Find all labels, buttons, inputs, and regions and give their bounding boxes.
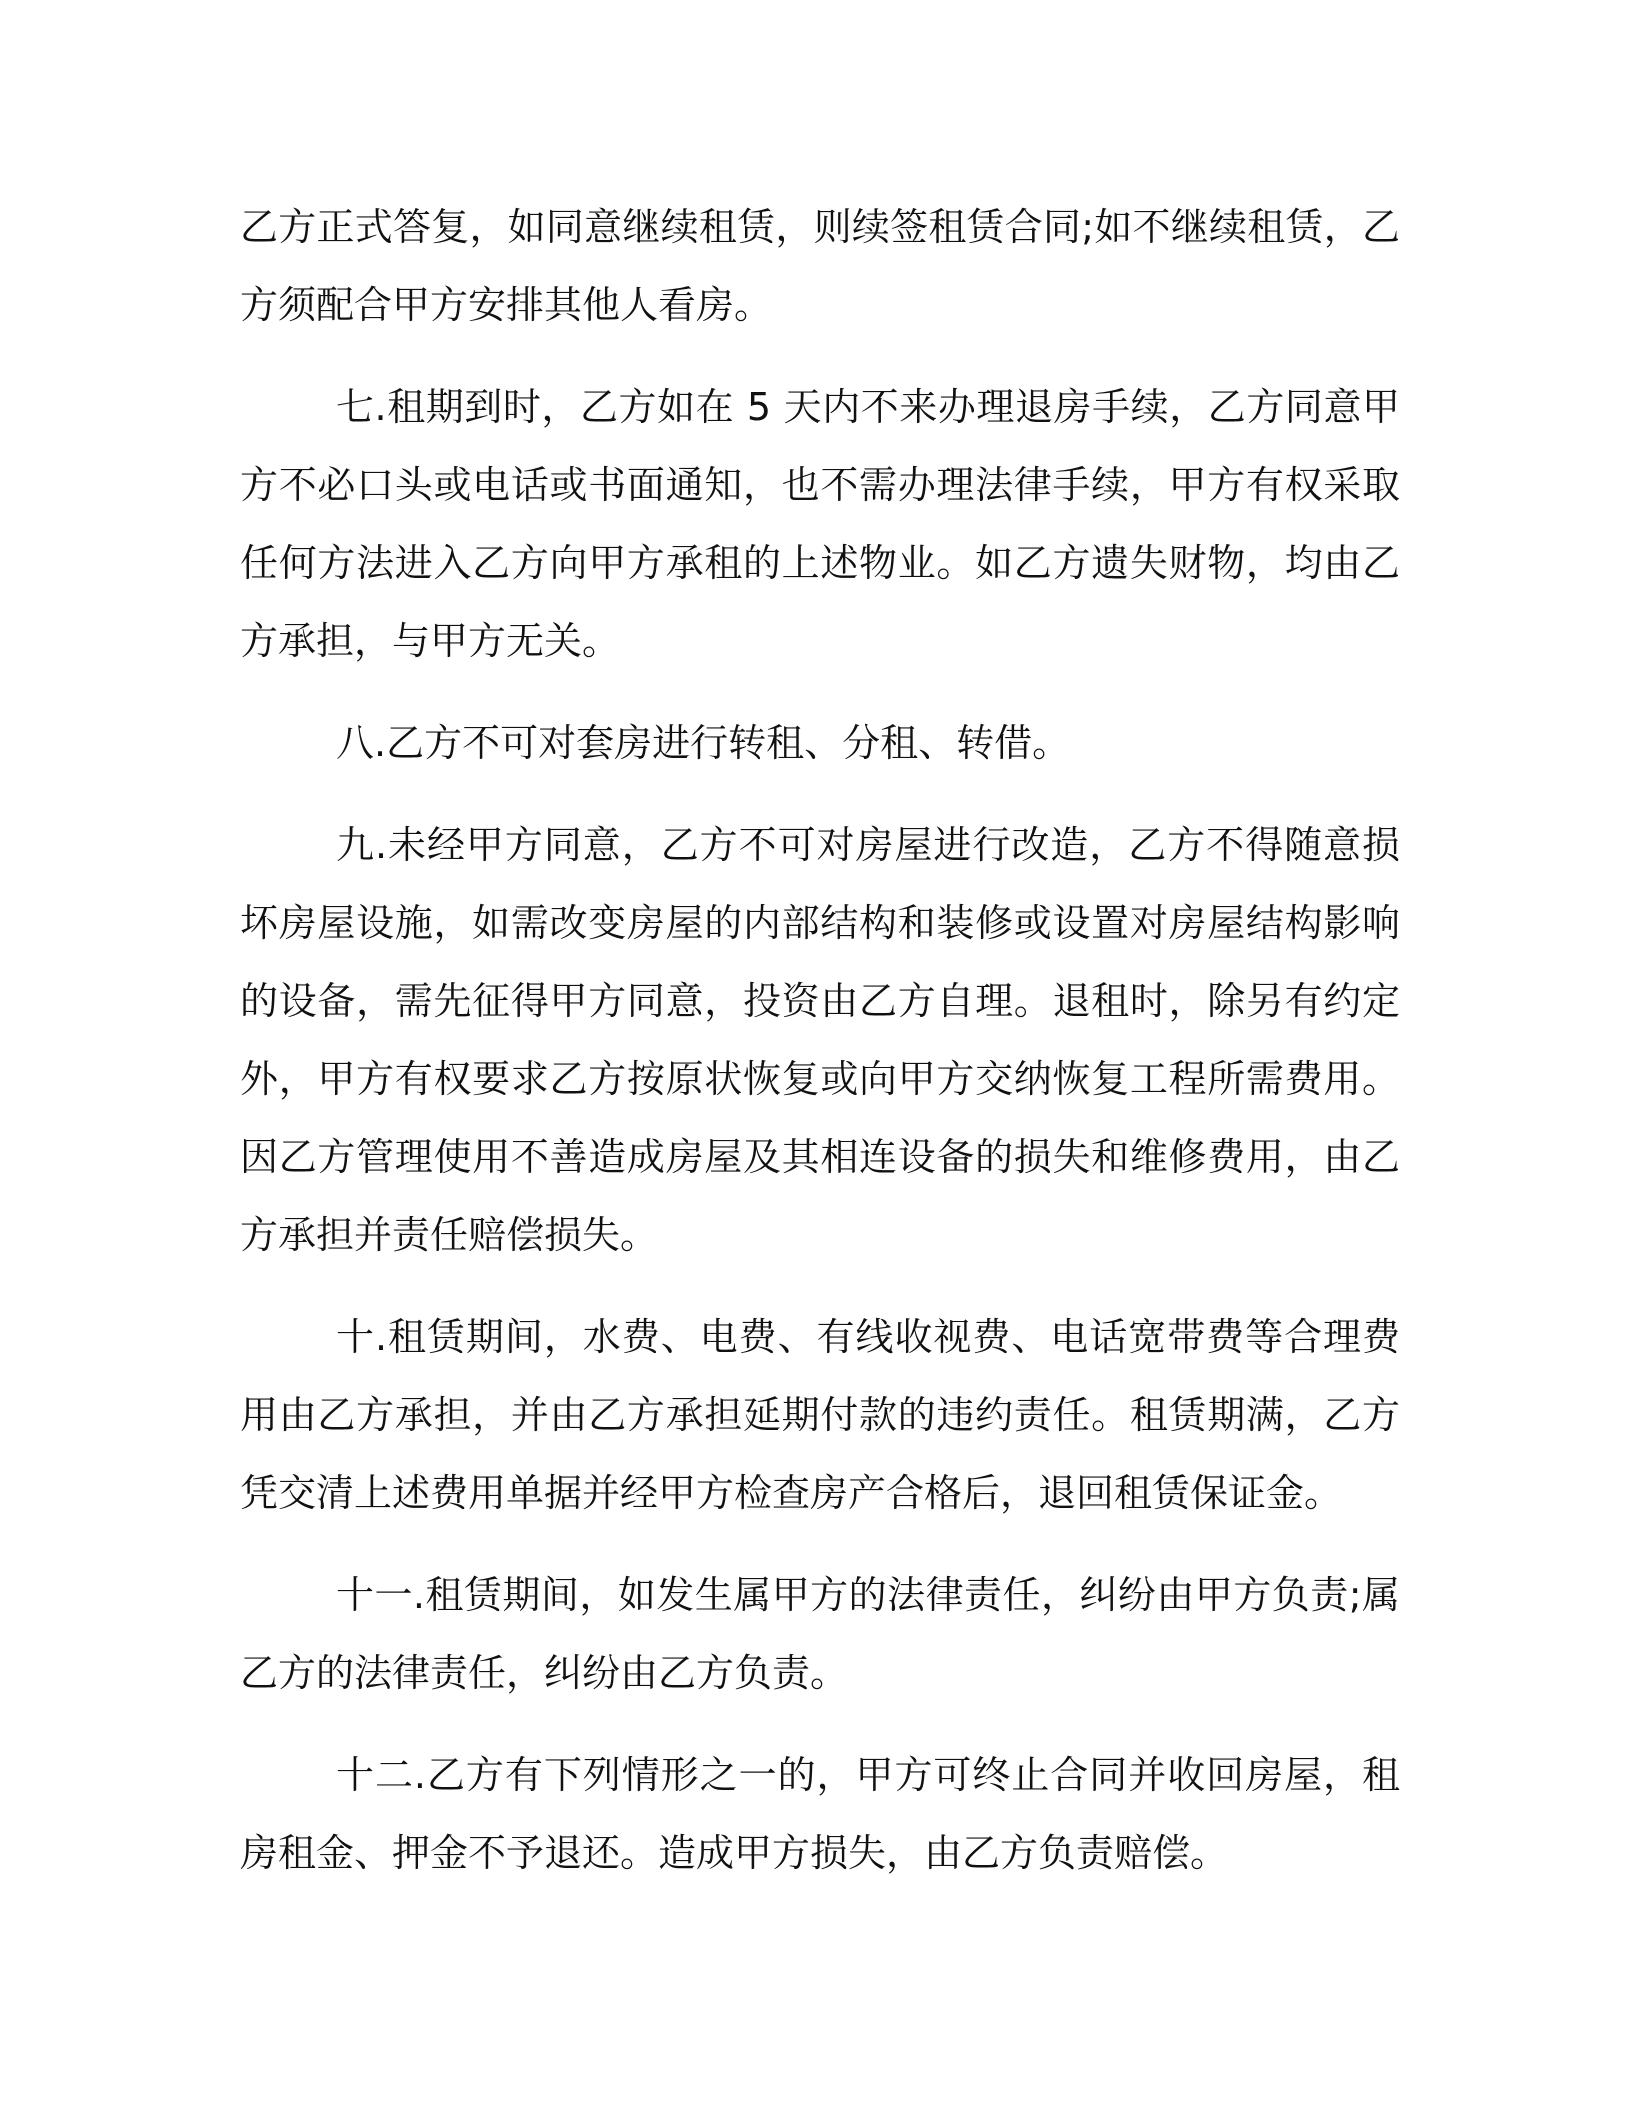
- paragraph-clause-9: 九.未经甲方同意，乙方不可对房屋进行改造，乙方不得随意损坏房屋设施，如需改变房屋的内部结构和装修或设置对房屋结构影响的设备，需先征得甲方同意，投资由乙方自理。退租时，除另有约定外，甲方有权要求乙方按原状恢复或向甲方交纳恢复工程所需费用。因乙方管理使用不善造成房屋及其相连设备的损失和维修费用，由乙方承担并责任赔偿损失。: [240, 823, 1400, 1257]
- paragraph-clause-12: 十二.乙方有下列情形之一的，甲方可终止合同并收回房屋，租房租金、押金不予退还。造成甲方损失，由乙方负责赔偿。: [240, 1753, 1400, 1875]
- paragraph-clause-11: 十一.租赁期间，如发生属甲方的法律责任，纠纷由甲方负责;属乙方的法律责任，纠纷由乙方负责。: [240, 1573, 1400, 1695]
- paragraph-clause-7: 七.租期到时，乙方如在 5 天内不来办理退房手续，乙方同意甲方不必口头或电话或书面通知，也不需办理法律手续，甲方有权采取任何方法进入乙方向甲方承租的上述物业。如乙方遗失财物，均由乙方承担，与甲方无关。: [240, 385, 1400, 663]
- paragraph-clause-10: 十.租赁期间，水费、电费、有线收视费、电话宽带费等合理费用由乙方承担，并由乙方承担延期付款的违约责任。租赁期满，乙方凭交清上述费用单据并经甲方检查房产合格后，退回租赁保证金。: [240, 1315, 1400, 1515]
- document-body: [240, 188, 1400, 1916]
- paragraph-continued: 乙方正式答复，如同意继续租赁，则续签租赁合同;如不继续租赁，乙方须配合甲方安排其他人看房。: [240, 205, 1400, 327]
- paragraph-clause-8: 八.乙方不可对套房进行转租、分租、转借。: [336, 721, 1071, 765]
